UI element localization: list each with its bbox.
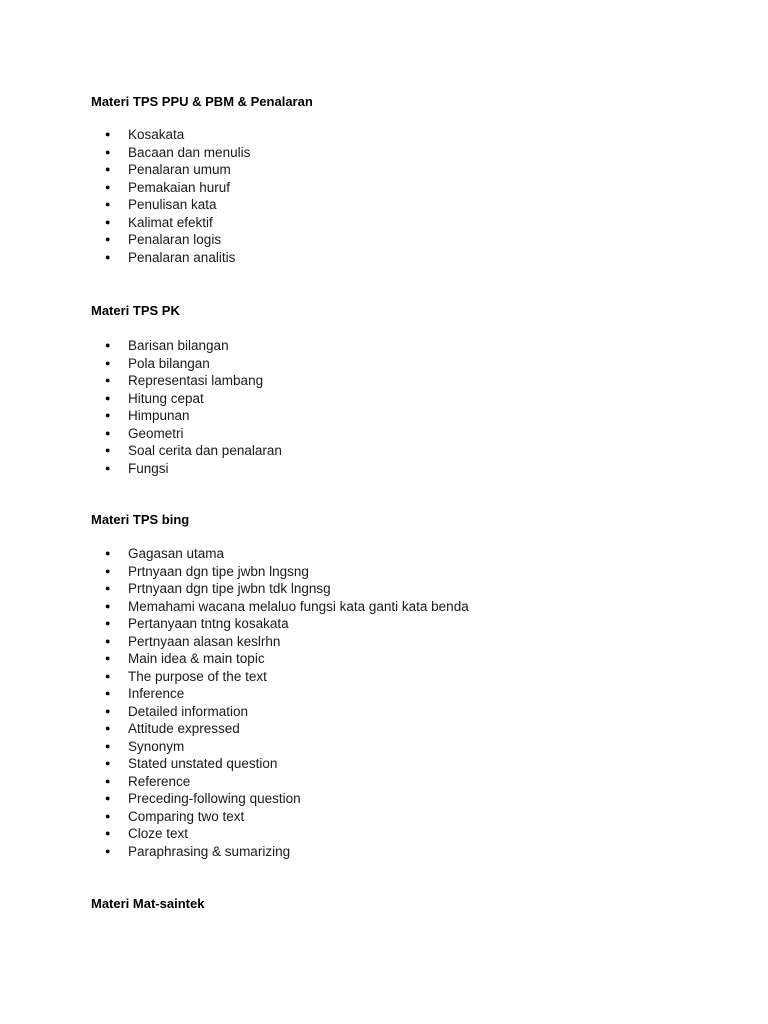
list-item-text: Attitude expressed [128,721,240,736]
list-item-text: Hitung cepat [128,390,204,406]
list-item-text: Penalaran logis [128,232,222,247]
list-item [105,598,705,616]
list-item [105,703,705,721]
list-item-text: Stated unstated question [128,756,278,771]
list-item [105,161,705,179]
list-item [105,825,705,843]
list-item-text: Kalimat efektif [128,214,213,230]
section-tps-bing [91,512,731,859]
list-item [105,460,705,478]
bullet-icon: ● [105,635,111,646]
list-item [105,390,705,408]
list-item-text: Penalaran analitis [128,249,236,265]
bullet-icon: ● [105,845,111,856]
list-item-text: Reference [128,773,191,789]
list-item-text: Gagasan utama [128,546,225,561]
list-item-text: Preceding-following question [128,791,301,806]
bullet-icon: ● [105,583,111,593]
section-tps-ppu-pbm-penalaran [91,94,731,265]
section-heading: Materi Mat-saintek [91,896,205,911]
bullet-icon: ● [105,462,111,473]
section-heading: Materi TPS PK [91,303,180,318]
list-item [105,214,705,232]
list-item-text: Prtnyaan dgn tipe jwbn tdk lngnsg [128,581,331,596]
list-item-text: Main idea & main topic [128,651,265,666]
list-item-text: Comparing two text [128,808,245,824]
list-item [105,126,705,144]
list-item-text: Pemakaian huruf [128,179,231,195]
bullet-icon: ● [105,427,111,438]
list-item-text: Soal cerita dan penalaran [128,443,282,458]
list-item-text: Detailed information [128,703,249,719]
list-item [105,179,705,197]
list-item-text: Pertanyaan tntng kosakata [128,616,289,631]
bullet-icon: ● [105,810,111,821]
list-item [105,685,705,703]
list-item-text: Cloze text [128,826,189,841]
section-tps-pk [91,303,731,476]
list-item [105,545,705,563]
bullet-icon: ● [105,445,111,455]
list-item [105,668,705,686]
bullet-icon: ● [105,146,111,157]
list-item-text: Geometri [128,425,184,441]
topic-list [105,545,705,860]
list-item [105,144,705,162]
list-item-text: Paraphrasing & sumarizing [128,843,291,859]
list-item [105,790,705,808]
section-heading: Materi TPS PPU & PBM & Penalaran [91,94,313,109]
bullet-icon: ● [105,216,111,227]
list-item-text: Prtnyaan dgn tipe jwbn lngsng [128,563,309,579]
bullet-icon: ● [105,340,111,350]
bullet-icon: ● [105,793,111,803]
bullet-icon: ● [105,181,111,192]
bullet-icon: ● [105,234,111,244]
list-item-text: The purpose of the text [128,668,267,684]
bullet-icon: ● [105,670,111,681]
list-item [105,720,705,738]
topic-list [105,337,705,477]
list-item-text: Penulisan kata [128,197,217,212]
list-item-text: Representasi lambang [128,373,264,388]
list-item-text: Barisan bilangan [128,338,229,353]
list-item-text: Fungsi [128,460,169,476]
section-mat-saintek [91,896,731,912]
list-item [105,563,705,581]
list-item [105,407,705,425]
bullet-icon: ● [105,618,111,628]
bullet-icon: ● [105,357,111,368]
section-heading: Materi TPS bing [91,512,190,527]
list-item [105,442,705,460]
bullet-icon: ● [105,705,111,716]
list-item [105,337,705,355]
bullet-icon: ● [105,392,111,403]
list-item [105,773,705,791]
list-item [105,633,705,651]
bullet-icon: ● [105,164,111,174]
list-item-text: Pertnyaan alasan keslrhn [128,633,281,649]
list-item [105,231,705,249]
list-item [105,650,705,668]
list-item [105,425,705,443]
list-item-text: Bacaan dan menulis [128,144,251,160]
bullet-icon: ● [105,740,111,751]
bullet-icon: ● [105,600,111,611]
bullet-icon: ● [105,828,111,838]
bullet-icon: ● [105,548,111,558]
bullet-icon: ● [105,251,111,262]
list-item-text: Penalaran umum [128,162,231,177]
list-item [105,738,705,756]
bullet-icon: ● [105,775,111,786]
topic-list [105,126,705,266]
list-item [105,808,705,826]
list-item [105,196,705,214]
bullet-icon: ● [105,129,111,139]
bullet-icon: ● [105,758,111,768]
list-item [105,372,705,390]
bullet-icon: ● [105,653,111,663]
list-item-text: Inference [128,686,185,701]
list-item [105,843,705,861]
list-item [105,355,705,373]
list-item [105,755,705,773]
bullet-icon: ● [105,565,111,576]
list-item-text: Pola bilangan [128,355,210,371]
list-item [105,249,705,267]
list-item-text: Memahami wacana melaluo fungsi kata ganti kata benda [128,598,469,614]
bullet-icon: ● [105,410,111,420]
bullet-icon: ● [105,375,111,385]
bullet-icon: ● [105,688,111,698]
bullet-icon: ● [105,723,111,733]
list-item-text: Kosakata [128,127,185,142]
bullet-icon: ● [105,199,111,209]
list-item-text: Himpunan [128,408,190,423]
list-item [105,615,705,633]
list-item-text: Synonym [128,738,185,754]
list-item [105,580,705,598]
